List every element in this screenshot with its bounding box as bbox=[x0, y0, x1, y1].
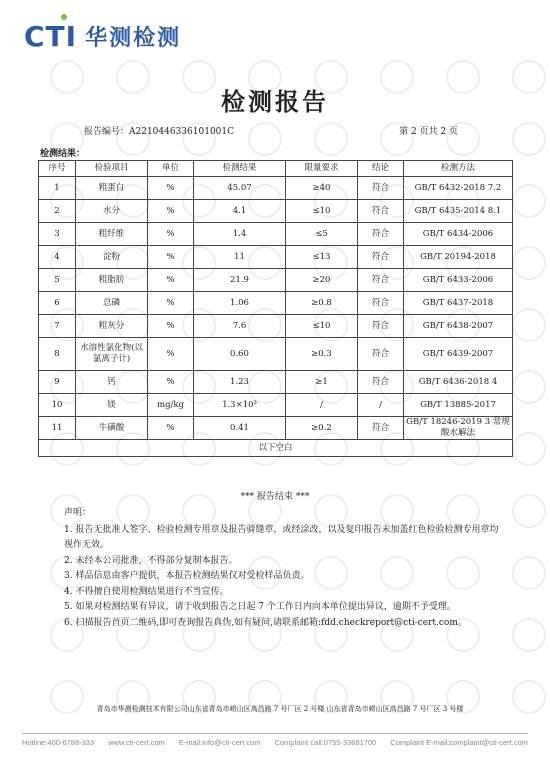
statement-item: 5. 如果对检测结果有异议，请于收到报告之日起 7 个工作日内向本单位提出异议，逾期不予受理。 bbox=[64, 602, 456, 612]
logo-name: 华测检测 bbox=[85, 26, 182, 51]
test-method: GB/T 6435-2014 8.1 bbox=[404, 200, 513, 223]
test-method: GB/T 6433-2006 bbox=[404, 269, 513, 292]
row-number: 11 bbox=[39, 417, 76, 440]
test-result: 0.41 bbox=[194, 417, 286, 440]
table-row bbox=[39, 394, 513, 417]
test-item: 镁 bbox=[76, 394, 148, 417]
conclusion: 符合 bbox=[358, 338, 404, 371]
conclusion: 符合 bbox=[358, 371, 404, 394]
conclusion: 符合 bbox=[358, 177, 404, 200]
table-row bbox=[39, 246, 513, 269]
test-result: 1.3×10³ bbox=[194, 394, 286, 417]
row-number: 10 bbox=[39, 394, 76, 417]
limit-requirement: ≤13 bbox=[286, 246, 358, 269]
unit: % bbox=[148, 315, 194, 338]
watermark-icon bbox=[512, 556, 546, 590]
watermark-icon bbox=[512, 370, 546, 404]
test-result: 7.6 bbox=[194, 315, 286, 338]
column-header: 检验项目 bbox=[76, 161, 148, 177]
statement-item: 1. 报告无批准人签字、检验检测专用章及报告骑缝章，或经涂改，以及复印报告未加盖红色检验检测专用章均视作无效。 bbox=[64, 524, 499, 550]
watermark-icon bbox=[512, 246, 546, 280]
table-row bbox=[39, 200, 513, 223]
limit-requirement: / bbox=[286, 394, 358, 417]
watermark-icon bbox=[512, 308, 546, 342]
test-method: GB/T 13885-2017 bbox=[404, 394, 513, 417]
row-number: 6 bbox=[39, 292, 76, 315]
test-result: 21.9 bbox=[194, 269, 286, 292]
footer-complaint-call: Complaint call:0755-33681700 bbox=[274, 738, 377, 747]
column-header: 序号 bbox=[39, 161, 76, 177]
row-number: 7 bbox=[39, 315, 76, 338]
section-title: 检测结果： bbox=[40, 149, 86, 159]
watermark-icon bbox=[512, 122, 546, 156]
test-result: 45.07 bbox=[194, 177, 286, 200]
blank-note: 以下空白 bbox=[39, 440, 513, 457]
test-method: GB/T 6434-2006 bbox=[404, 223, 513, 246]
limit-requirement: ≥40 bbox=[286, 177, 358, 200]
unit: % bbox=[148, 246, 194, 269]
row-number: 3 bbox=[39, 223, 76, 246]
column-header: 单位 bbox=[148, 161, 194, 177]
watermark-icon bbox=[248, 122, 282, 156]
limit-requirement: ≥0.2 bbox=[286, 417, 358, 440]
watermark-icon bbox=[512, 432, 546, 466]
conclusion: / bbox=[358, 394, 404, 417]
conclusion: 符合 bbox=[358, 223, 404, 246]
watermark-icon bbox=[314, 122, 348, 156]
footer-website[interactable]: www.cti-cert.com bbox=[108, 738, 165, 747]
page-title: 检测报告 bbox=[221, 88, 329, 116]
test-method: GB/T 20194-2018 bbox=[404, 246, 513, 269]
test-method: GB/T 6432-2018 7.2 bbox=[404, 177, 513, 200]
unit: % bbox=[148, 371, 194, 394]
unit: % bbox=[148, 292, 194, 315]
conclusion: 符合 bbox=[358, 200, 404, 223]
statement-item: 2. 未经本公司批准，不得部分复制本报告。 bbox=[64, 555, 238, 566]
test-item: 牛磺酸 bbox=[76, 417, 148, 440]
blank-row bbox=[39, 440, 513, 457]
limit-requirement: ≥0.8 bbox=[286, 292, 358, 315]
logo-brand: CTI bbox=[24, 20, 77, 53]
row-number: 4 bbox=[39, 246, 76, 269]
column-header: 限量要求 bbox=[286, 161, 358, 177]
column-header: 结论 bbox=[358, 161, 404, 177]
test-item: 钙 bbox=[76, 371, 148, 394]
limit-requirement: ≥0.3 bbox=[286, 338, 358, 371]
report-number: 报告编号：A2210446336101001C bbox=[84, 127, 235, 137]
table-row bbox=[39, 417, 513, 440]
test-method: GB/T 6438-2007 bbox=[404, 315, 513, 338]
watermark-icon bbox=[512, 184, 546, 218]
test-item: 水分 bbox=[76, 200, 148, 223]
conclusion: 符合 bbox=[358, 292, 404, 315]
row-number: 9 bbox=[39, 371, 76, 394]
unit: % bbox=[148, 338, 194, 371]
statement-item: 4. 不得擅自使用检测结果进行不当宣传。 bbox=[64, 586, 229, 597]
limit-requirement: ≥20 bbox=[286, 269, 358, 292]
statement bbox=[64, 506, 504, 631]
test-item: 粗脂肪 bbox=[76, 269, 148, 292]
company-address: 青岛市华测检测技术有限公司山东省青岛市崂山区高昌路 7 号厂区 2 号楼 山东省青岛市崂山区高昌路 7 号厂区 3 号楼 bbox=[96, 705, 464, 713]
test-method: GB/T 6437-2018 bbox=[404, 292, 513, 315]
table-header-row bbox=[39, 161, 513, 177]
footer-hotline: Hotline:400-6788-333 bbox=[22, 738, 95, 747]
limit-requirement: ≤5 bbox=[286, 223, 358, 246]
logo-dot-icon bbox=[61, 14, 67, 20]
test-result: 0.60 bbox=[194, 338, 286, 371]
test-method: GB/T 18246-2019 3 常规酸水解法 bbox=[404, 417, 513, 440]
watermark-icon bbox=[512, 680, 546, 714]
page-indicator: 第 2 页共 2 页 bbox=[399, 127, 458, 137]
table-row bbox=[39, 269, 513, 292]
footer-divider bbox=[22, 733, 528, 734]
footer-complaint-email[interactable]: Complaint E-mail:complaint@cti-cert.com bbox=[390, 738, 528, 747]
table-row bbox=[39, 315, 513, 338]
report-end: *** 报告结束 *** bbox=[240, 492, 310, 502]
unit: % bbox=[148, 177, 194, 200]
watermark-icon bbox=[50, 680, 84, 714]
footer bbox=[22, 738, 528, 747]
test-item: 粗纤维 bbox=[76, 223, 148, 246]
conclusion: 符合 bbox=[358, 246, 404, 269]
limit-requirement: ≤10 bbox=[286, 200, 358, 223]
test-method: GB/T 6436-2018 4 bbox=[404, 371, 513, 394]
footer-email[interactable]: E-mail:info@cti-cert.com bbox=[178, 738, 261, 747]
table-row bbox=[39, 223, 513, 246]
conclusion: 符合 bbox=[358, 269, 404, 292]
results-table bbox=[38, 160, 513, 457]
test-item: 淀粉 bbox=[76, 246, 148, 269]
column-header: 检测结果 bbox=[194, 161, 286, 177]
company-logo bbox=[24, 20, 181, 53]
limit-requirement: ≤10 bbox=[286, 315, 358, 338]
test-item: 粗灰分 bbox=[76, 315, 148, 338]
limit-requirement: ≥1 bbox=[286, 371, 358, 394]
table-row bbox=[39, 292, 513, 315]
table-row bbox=[39, 177, 513, 200]
unit: % bbox=[148, 200, 194, 223]
row-number: 8 bbox=[39, 338, 76, 371]
unit: % bbox=[148, 269, 194, 292]
test-result: 4.1 bbox=[194, 200, 286, 223]
unit: % bbox=[148, 417, 194, 440]
column-header: 检测方法 bbox=[404, 161, 513, 177]
watermark-icon bbox=[512, 618, 546, 652]
table-row bbox=[39, 371, 513, 394]
table-row bbox=[39, 338, 513, 371]
test-result: 1.4 bbox=[194, 223, 286, 246]
unit: % bbox=[148, 223, 194, 246]
test-item: 总磷 bbox=[76, 292, 148, 315]
test-method: GB/T 6439-2007 bbox=[404, 338, 513, 371]
conclusion: 符合 bbox=[358, 417, 404, 440]
row-number: 5 bbox=[39, 269, 76, 292]
unit: mg/kg bbox=[148, 394, 194, 417]
test-result: 11 bbox=[194, 246, 286, 269]
statement-heading: 声明： bbox=[64, 508, 92, 518]
statement-item: 3. 样品信息由客户提供，本报告检测结果仅对受检样品负责。 bbox=[64, 571, 310, 581]
test-item: 水溶性氯化物(以氯离子计) bbox=[76, 338, 148, 371]
test-item: 粗蛋白 bbox=[76, 177, 148, 200]
row-number: 2 bbox=[39, 200, 76, 223]
conclusion: 符合 bbox=[358, 315, 404, 338]
test-result: 1.06 bbox=[194, 292, 286, 315]
row-number: 1 bbox=[39, 177, 76, 200]
statement-item: 6. 扫描报告首页二维码,即可查询报告真伪,如有疑问,请联系邮箱:fdd.checkreport@cti-cert.com。 bbox=[64, 617, 467, 628]
test-result: 1.23 bbox=[194, 371, 286, 394]
